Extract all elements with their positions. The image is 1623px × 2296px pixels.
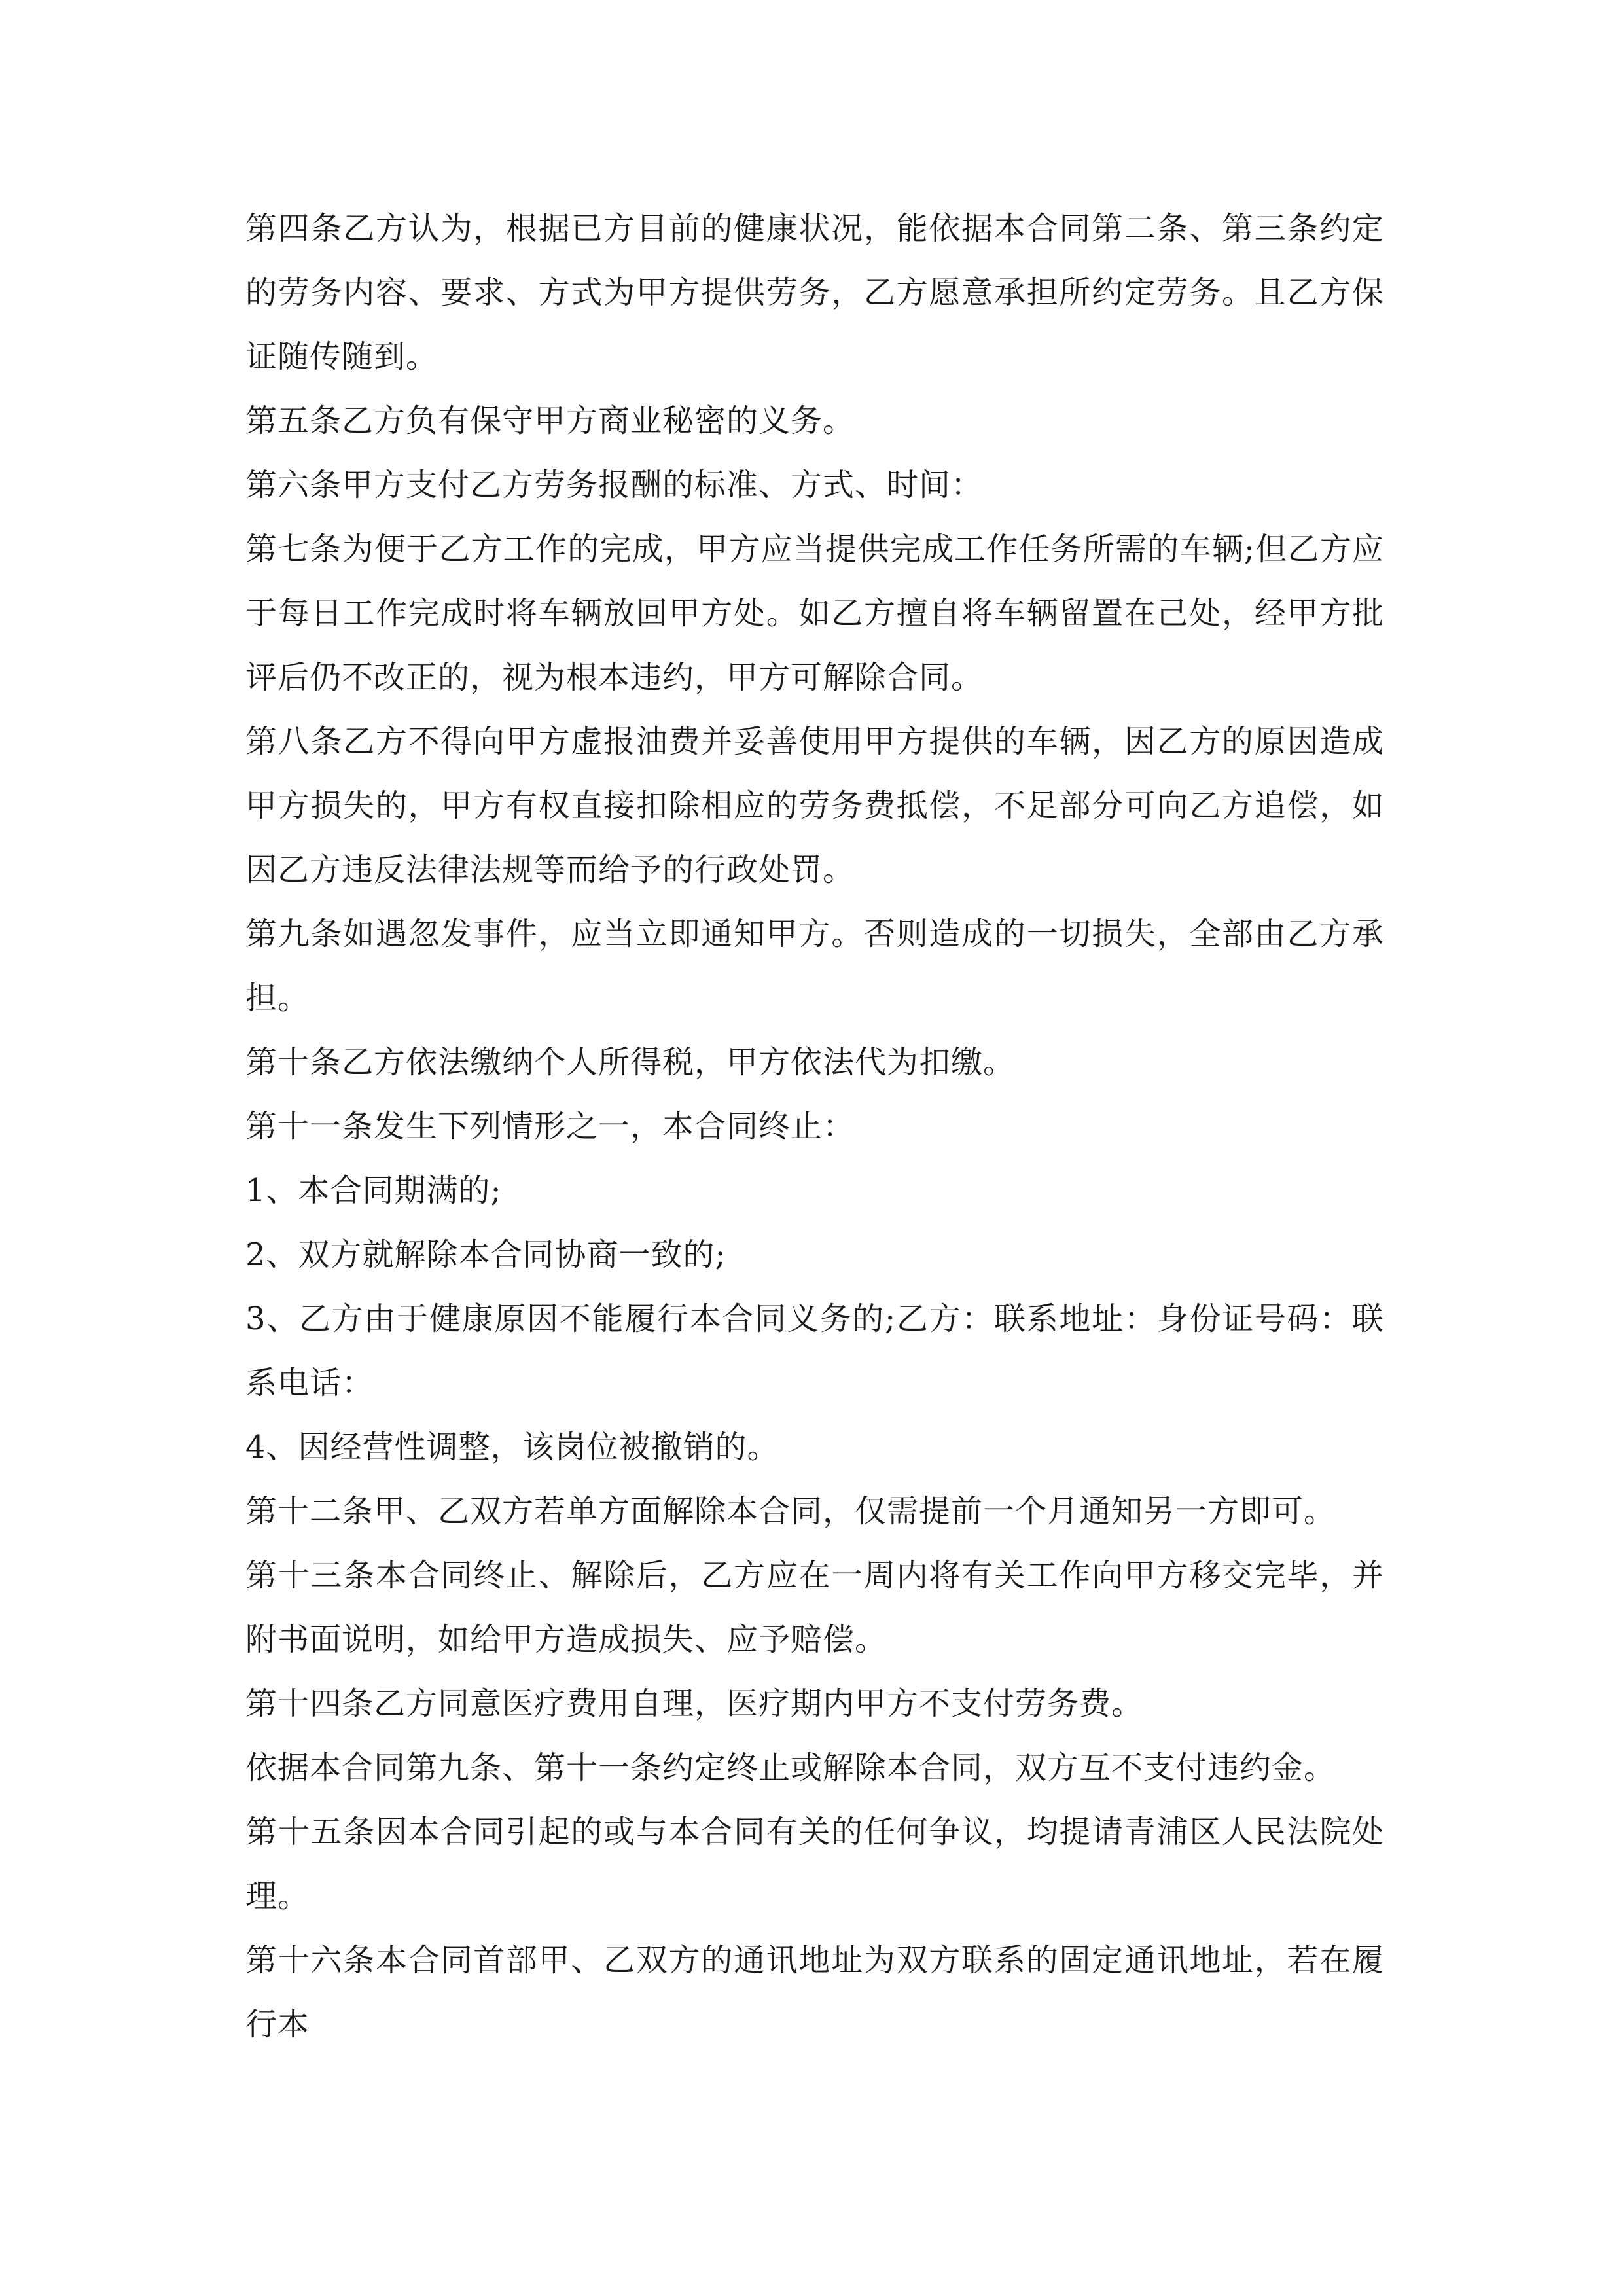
paragraph-article-7: 第七条为便于乙方工作的完成，甲方应当提供完成工作任务所需的车辆;但乙方应于每日工作完成时将车辆放回甲方处。如乙方擅自将车辆留置在己处，经甲方批评后仍不改正的，视为根本违约，甲方可解除合同。	[245, 531, 1384, 696]
paragraph-article-10: 第十条乙方依法缴纳个人所得税，甲方依法代为扣缴。	[245, 1044, 1016, 1081]
paragraph-article-15: 第十五条因本合同引起的或与本合同有关的任何争议，均提请青浦区人民法院处理。	[245, 1814, 1384, 1914]
paragraph-article-6: 第六条甲方支付乙方劳务报酬的标准、方式、时间：	[245, 467, 984, 503]
paragraph-no-penalty: 依据本合同第九条、第十一条约定终止或解除本合同，双方互不支付违约金。	[245, 1749, 1336, 1786]
list-item-1: 1、本合同期满的;	[245, 1172, 502, 1209]
paragraph-article-11: 第十一条发生下列情形之一，本合同终止：	[245, 1108, 855, 1145]
document-body	[245, 196, 1384, 2056]
paragraph-article-13: 第十三条本合同终止、解除后，乙方应在一周内将有关工作向甲方移交完毕，并附书面说明，如给甲方造成损失、应予赔偿。	[245, 1557, 1384, 1658]
paragraph-article-9: 第九条如遇忽发事件，应当立即通知甲方。否则造成的一切损失，全部由乙方承担。	[245, 916, 1384, 1016]
paragraph-article-5: 第五条乙方负有保守甲方商业秘密的义务。	[245, 403, 855, 439]
list-item-3: 3、乙方由于健康原因不能履行本合同义务的;乙方：联系地址：身份证号码：联系电话：	[245, 1300, 1384, 1401]
list-item-2: 2、双方就解除本合同协商一致的;	[245, 1236, 726, 1273]
paragraph-article-4: 第四条乙方认为，根据已方目前的健康状况，能依据本合同第二条、第三条约定的劳务内容、要求、方式为甲方提供劳务，乙方愿意承担所约定劳务。且乙方保证随传随到。	[245, 210, 1384, 375]
paragraph-article-16: 第十六条本合同首部甲、乙双方的通讯地址为双方联系的固定通讯地址，若在履行本	[245, 1942, 1384, 2043]
paragraph-article-12: 第十二条甲、乙双方若单方面解除本合同，仅需提前一个月通知另一方即可。	[245, 1493, 1336, 1530]
paragraph-article-14: 第十四条乙方同意医疗费用自理，医疗期内甲方不支付劳务费。	[245, 1685, 1144, 1722]
paragraph-article-8: 第八条乙方不得向甲方虚报油费并妥善使用甲方提供的车辆，因乙方的原因造成甲方损失的，甲方有权直接扣除相应的劳务费抵偿，不足部分可向乙方追偿，如因乙方违反法律法规等而给予的行政处罚。	[245, 723, 1384, 888]
list-item-4: 4、因经营性调整，该岗位被撤销的。	[245, 1429, 779, 1465]
